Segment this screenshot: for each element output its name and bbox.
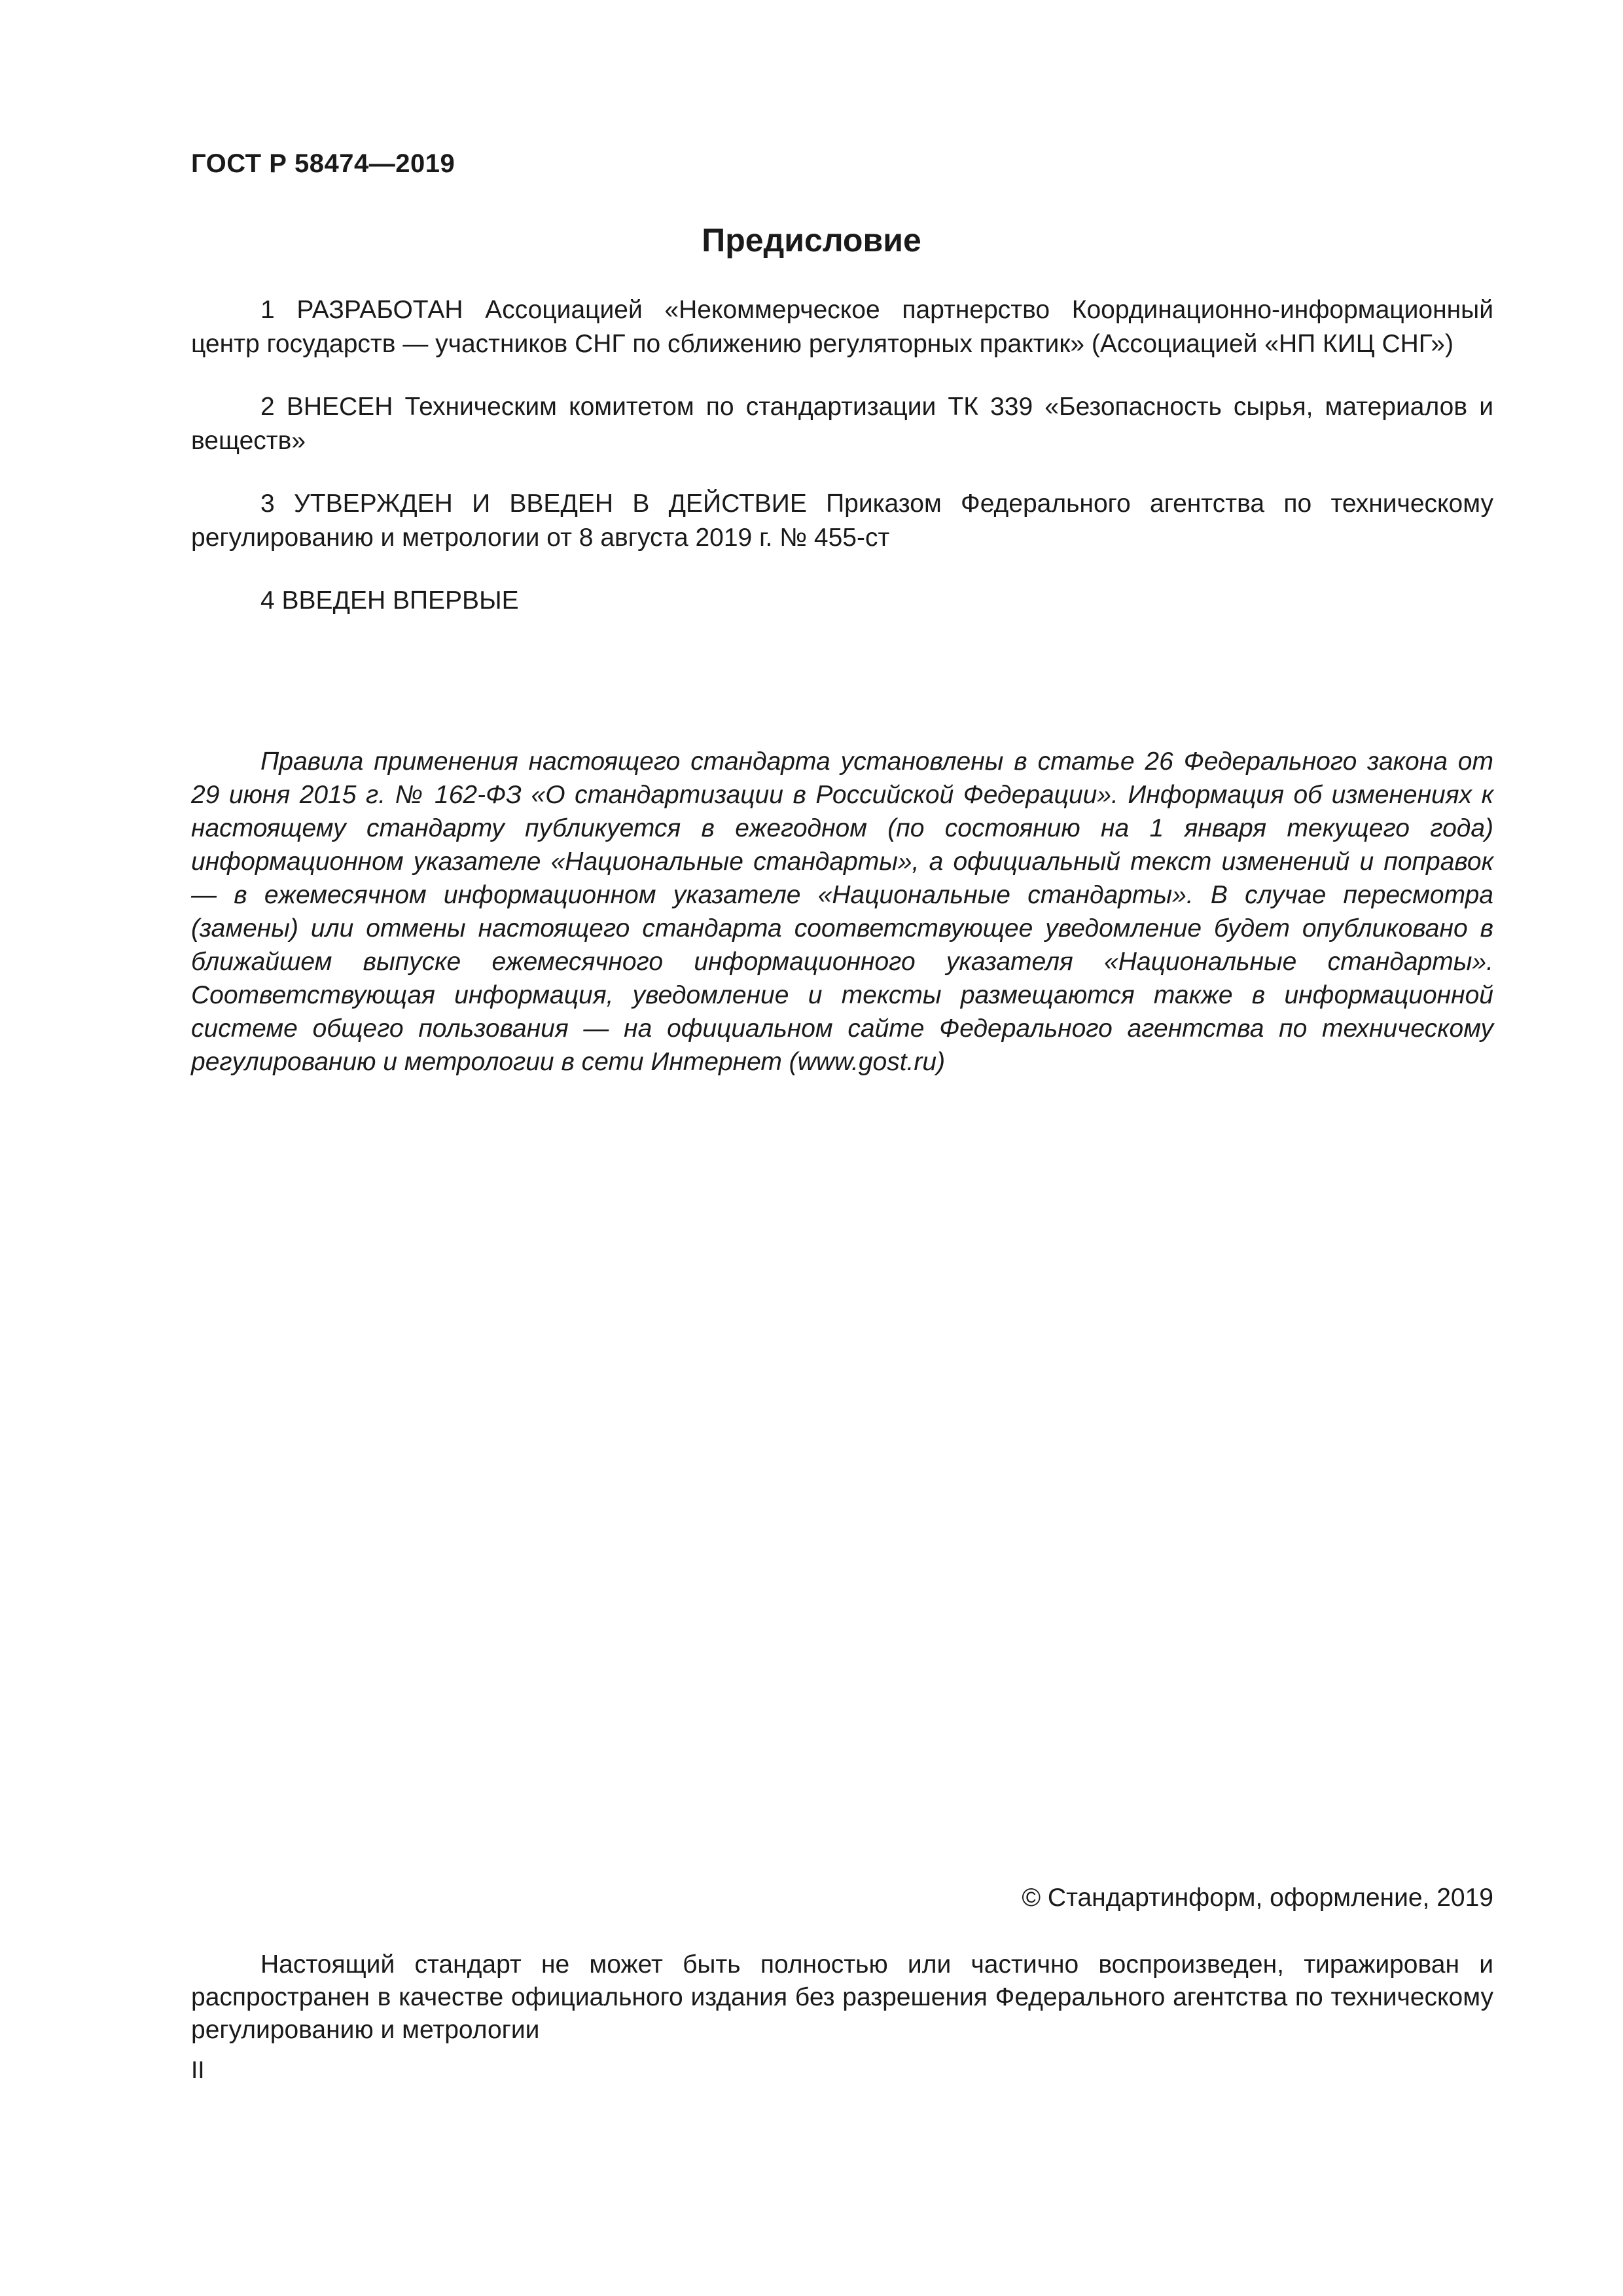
document-code: ГОСТ Р 58474—2019 (191, 149, 455, 178)
foreword-item: 3 УТВЕРЖДЕН И ВВЕДЕН В ДЕЙСТВИЕ Приказом Федерального агентства по техническому регулированию и метрологии от 8 августа 2019 г. № 455-ст (191, 490, 1493, 552)
foreword-item: 1 РАЗРАБОТАН Ассоциацией «Некоммерческое партнерство Координационно-информационный центр государств — участников СНГ по сближению регуляторных практик» (Ассоциацией «НП КИЦ СНГ») (191, 296, 1493, 358)
foreword-item: 2 ВНЕСЕН Техническим комитетом по стандартизации ТК 339 «Безопасность сырья, материалов и веществ» (191, 393, 1493, 455)
application-rules-notice: Правила применения настоящего стандарта установлены в статье 26 Федерального закона от 29 июня 2015 г. № 162-ФЗ «О стандартизации в Российской Федерации». Информация об изменениях к настоящему стандарту публикуется в ежегодном (по состоянию на 1 января текущего года) информационном указателе «Национальные стандарты», а официальный текст изменений и поправок — в ежемесячном информационном указателе «Национальные стандарты». В случае пересмотра (замены) или отмены настоящего стандарта соответствующее уведомление будет опубликовано в ближайшем выпуске ежемесячного информационного указателя «Национальные стандарты». Соответствующая информация, уведомление и тексты размещаются также в информационной системе общего пользования — на официальном сайте Федерального агентства по техническому регулированию и метрологии в сети Интернет (www.gost.ru) (191, 747, 1493, 1076)
page-number: II (191, 2056, 205, 2083)
foreword-items (191, 293, 1493, 647)
foreword-item: 4 ВВЕДЕН ВПЕРВЫЕ (260, 586, 519, 615)
copyright-line: © Стандартинформ, оформление, 2019 (1022, 1884, 1493, 1912)
reproduction-restriction: Настоящий стандарт не может быть полностью или частично воспроизведен, тиражирован и распространен в качестве официального издания без разрешения Федерального агентства по техническому регулированию и метрологии (191, 1950, 1493, 2044)
section-title: Предисловие (702, 222, 921, 259)
